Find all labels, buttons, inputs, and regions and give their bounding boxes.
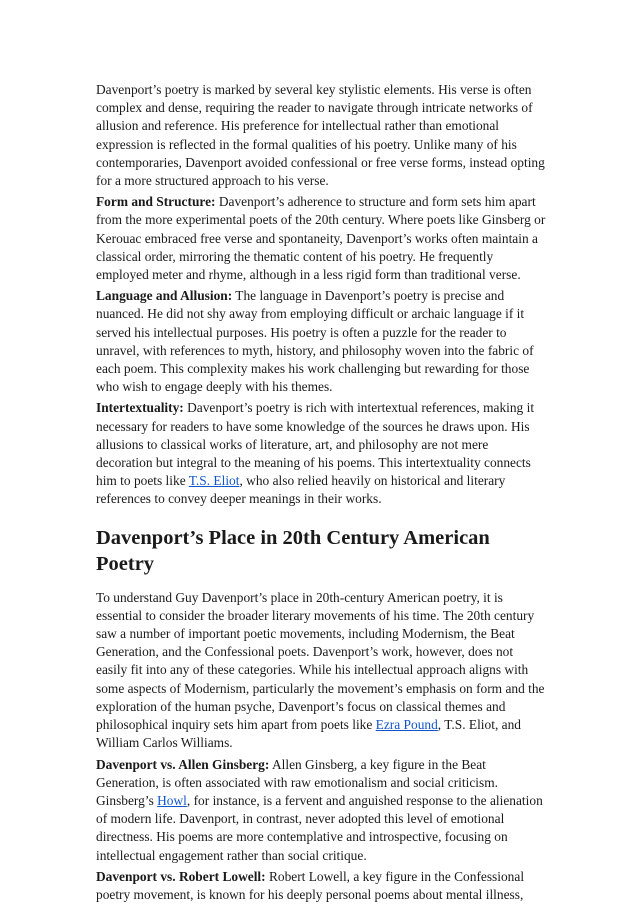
language-allusion-paragraph — [96, 287, 546, 396]
document-page — [96, 81, 546, 907]
intertextuality-paragraph — [96, 399, 546, 508]
intertextuality-text-after: , who also relied heavily on historical and literary references to convey deeper meanings in their works. — [96, 473, 506, 507]
ginsberg-paragraph — [96, 756, 546, 865]
language-allusion-label: Language and Allusion: — [96, 288, 233, 304]
eliot-link[interactable]: T.S. Eliot — [188, 473, 240, 489]
intertextuality-label: Intertextuality: — [96, 400, 184, 416]
form-structure-label: Form and Structure: — [96, 194, 216, 210]
form-structure-text: Davenport’s adherence to structure and form sets him apart from the more experimental poets of the 20th century. Where poets like Ginsberg or Kerouac embraced free verse and spontaneity, Davenport’s works often maintain a classical order, mirroring the thematic content of his poetry. He frequently employed meter and rhyme, although in a less rigid form than traditional verse. — [96, 194, 546, 283]
place-text-before: To understand Guy Davenport’s place in 20th-century American poetry, it is essential to consider the broader literary movements of his time. The 20th century saw a number of important poetic movements, including Modernism, the Beat Generation, and the Confessional poets. Davenport’s work, however, does not easily fit into any of these categories. While his intellectual approach aligns with some aspects of Modernism, particularly the movement’s emphasis on form and the exploration of the human psyche, Davenport’s focus on classical themes and philosophical inquiry sets him apart from poets like — [96, 589, 545, 733]
howl-link[interactable]: Howl — [157, 792, 187, 808]
intertextuality-text-before: Davenport’s poetry is rich with intertextual references, making it necessary for readers to have some knowledge of the sources he draws upon. His allusions to classical works of literature, art, and philosophy are not mere decoration but integral to the meaning of his poems. This intertextuality connects him to poets like — [96, 400, 535, 489]
place-paragraph — [96, 589, 546, 753]
ginsberg-text-before: Allen Ginsberg, a key figure in the Beat Generation, is often associated with raw emotionalism and social criticism. Ginsberg’s — [96, 756, 498, 808]
lowell-label: Davenport vs. Robert Lowell: — [96, 868, 266, 884]
intro-paragraph: Davenport’s poetry is marked by several key stylistic elements. His verse is often complex and dense, requiring the reader to navigate through intricate networks of allusion and reference. His preference for intellectual rather than emotional expression is reflected in the formal qualities of his poetry. Unlike many of his contemporaries, Davenport avoided confessional or free verse forms, instead opting for a more structured approach to his verse. — [96, 82, 545, 189]
place-text-after: , T.S. Eliot, and William Carlos Williams. — [96, 717, 521, 751]
language-allusion-text: The language in Davenport’s poetry is precise and nuanced. He did not shy away from employing difficult or archaic language if it served his intellectual purposes. His poetry is often a puzzle for the reader to unravel, with references to myth, history, and philosophy woven into the fabric of each poem. This complexity makes his work challenging but rewarding for those who wish to engage deeply with his themes. — [96, 288, 534, 395]
lowell-paragraph — [96, 868, 546, 904]
lowell-text: Robert Lowell, a key figure in the Confessional poetry movement, is known for his deeply personal poems about mental illness, — [96, 868, 525, 902]
ezra-pound-link[interactable]: Ezra Pound — [375, 717, 438, 733]
ginsberg-label: Davenport vs. Allen Ginsberg: — [96, 756, 270, 772]
ginsberg-text-after: , for instance, is a fervent and anguished response to the alienation of modern life. Davenport, in contrast, never adopted this level of emotional directness. His poems are more contemplative and introspective, focusing on intellectual engagement rather than social critique. — [96, 792, 543, 863]
section-heading: Davenport’s Place in 20th Century American Poetry — [96, 526, 490, 575]
form-structure-paragraph — [96, 193, 546, 284]
